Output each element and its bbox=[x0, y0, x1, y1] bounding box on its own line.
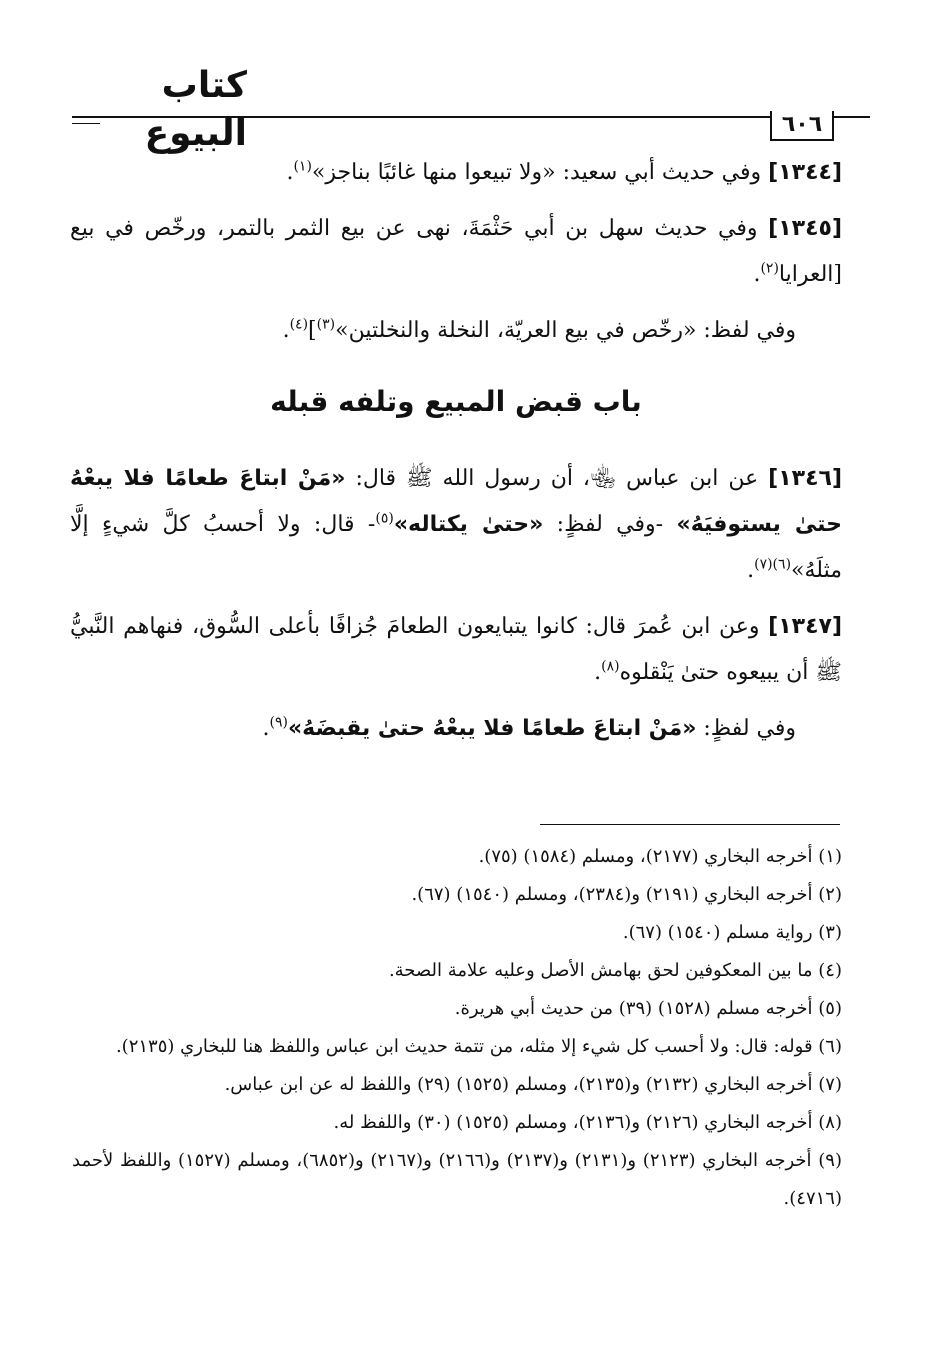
footnote: (٤) ما بين المعكوفين لحق بهامش الأصل وعليه علامة الصحة. bbox=[388, 960, 842, 981]
paragraph-text: عن ابن عباس ﵄، أن رسول الله ﷺ قال: bbox=[345, 466, 769, 491]
running-header-title: كتاب البيوع bbox=[144, 65, 247, 154]
footnote-ref: (٦)(٧) bbox=[754, 556, 792, 573]
paragraph-end: . bbox=[753, 262, 761, 287]
paragraph-alt-wording-2 bbox=[70, 706, 842, 752]
paragraph-text: وعن ابن عُمرَ قال: كانوا يتبايعون الطعامَ جُزافًا بأعلى السُّوق، فنهاهم النَّبيُّ ﷺ أن يبيعوه حتىٰ يَنْقلوه bbox=[70, 614, 842, 685]
footnote: (٨) أخرجه البخاري (٢١٢٦) و(٢١٣٦)، ومسلم (١٥٢٥) (٣٠) واللفظ له. bbox=[333, 1112, 842, 1133]
hadith-number: [١٣٤٧] bbox=[768, 614, 842, 639]
chapter-heading: باب قبض المبيع وتلفه قبله bbox=[270, 385, 642, 418]
paragraph-1344 bbox=[70, 150, 842, 196]
footnote: (٩) أخرجه البخاري (٢١٢٣) و(٢١٣١) و(٢١٣٧) و(٢١٦٦) و(٢١٦٧) و(٦٨٥٢)، ومسلم (١٥٢٧) واللفظ لأحمد (٤٧١٦). bbox=[72, 1150, 842, 1209]
footnote: (٦) قوله: قال: ولا أحسب كل شيء إلا مثله، من تتمة حديث ابن عباس واللفظ هنا للبخاري (٢١٣٥). bbox=[115, 1036, 842, 1057]
paragraph-end: . bbox=[747, 558, 755, 583]
paragraph-alt-wording-1 bbox=[70, 308, 842, 354]
bracket-close: ] bbox=[308, 318, 317, 343]
header-rule-secondary bbox=[72, 123, 100, 124]
page-number: ٦٠٦ bbox=[770, 111, 834, 141]
footnote-ref: (٤) bbox=[289, 316, 309, 333]
header-rule bbox=[72, 116, 870, 118]
hadith-number: [١٣٤٥] bbox=[768, 216, 842, 241]
paragraph-text: وفي لفظٍ: bbox=[696, 716, 796, 741]
footnote: (٢) أخرجه البخاري (٢١٩١) و(٢٣٨٤)، ومسلم (١٥٤٠) (٦٧). bbox=[411, 884, 842, 905]
paragraph-text: -وفي لفظٍ: bbox=[543, 512, 677, 537]
paragraph-text: وفي حديث سهل بن أبي حَثْمَةَ، نهى عن بيع الثمر بالتمر، ورخّص في بيع [العرايا bbox=[70, 216, 842, 287]
hadith-quote: «مَنْ ابتاعَ طعامًا فلا يبعْهُ حتىٰ يستوفيَهُ» bbox=[70, 466, 842, 537]
footnote-ref: (٥) bbox=[375, 510, 394, 527]
paragraph-end: . bbox=[594, 660, 602, 685]
paragraph-end: . bbox=[262, 716, 270, 741]
footnote: (١) أخرجه البخاري (٢١٧٧)، ومسلم (١٥٨٤) (٧٥). bbox=[478, 846, 842, 867]
paragraph-end: . bbox=[282, 318, 290, 343]
footnotes bbox=[72, 838, 842, 1218]
footnote-ref: (٨) bbox=[601, 658, 620, 675]
hadith-number: [١٣٤٤] bbox=[768, 160, 842, 185]
footnote: (٣) رواية مسلم (١٥٤٠) (٦٧). bbox=[622, 922, 842, 943]
footnote: (٥) أخرجه مسلم (١٥٢٨) (٣٩) من حديث أبي هريرة. bbox=[454, 998, 842, 1019]
paragraph-1347 bbox=[70, 604, 842, 696]
footnote-ref: (١) bbox=[293, 158, 312, 175]
paragraph-text: وفي حديث أبي سعيد: «ولا تبيعوا منها غائبًا بناجز» bbox=[311, 160, 769, 185]
paragraph-text: - قال: ولا أحسبُ كلَّ شيءٍ إلَّا مثلَهُ» bbox=[70, 512, 842, 583]
footnote-ref: (٣) bbox=[316, 316, 336, 333]
footnote-ref: (٢) bbox=[760, 260, 779, 277]
hadith-quote: «حتىٰ يكتاله» bbox=[393, 512, 544, 537]
paragraph-1345 bbox=[70, 206, 842, 298]
hadith-number: [١٣٤٦] bbox=[768, 466, 842, 491]
paragraph-text: وفي لفظ: «رخّص في بيع العريّة، النخلة والنخلتين» bbox=[335, 318, 796, 343]
hadith-quote: «مَنْ ابتاعَ طعامًا فلا يبعْهُ حتىٰ يقبضَهُ» bbox=[287, 716, 697, 741]
paragraph-1346 bbox=[70, 456, 842, 594]
footnote-separator bbox=[540, 824, 840, 825]
main-text bbox=[70, 150, 842, 762]
footnote-ref: (٩) bbox=[269, 714, 288, 731]
paragraph-end: . bbox=[286, 160, 294, 185]
footnote: (٧) أخرجه البخاري (٢١٣٢) و(٢١٣٥)، ومسلم (١٥٢٥) (٢٩) واللفظ له عن ابن عباس. bbox=[224, 1074, 842, 1095]
